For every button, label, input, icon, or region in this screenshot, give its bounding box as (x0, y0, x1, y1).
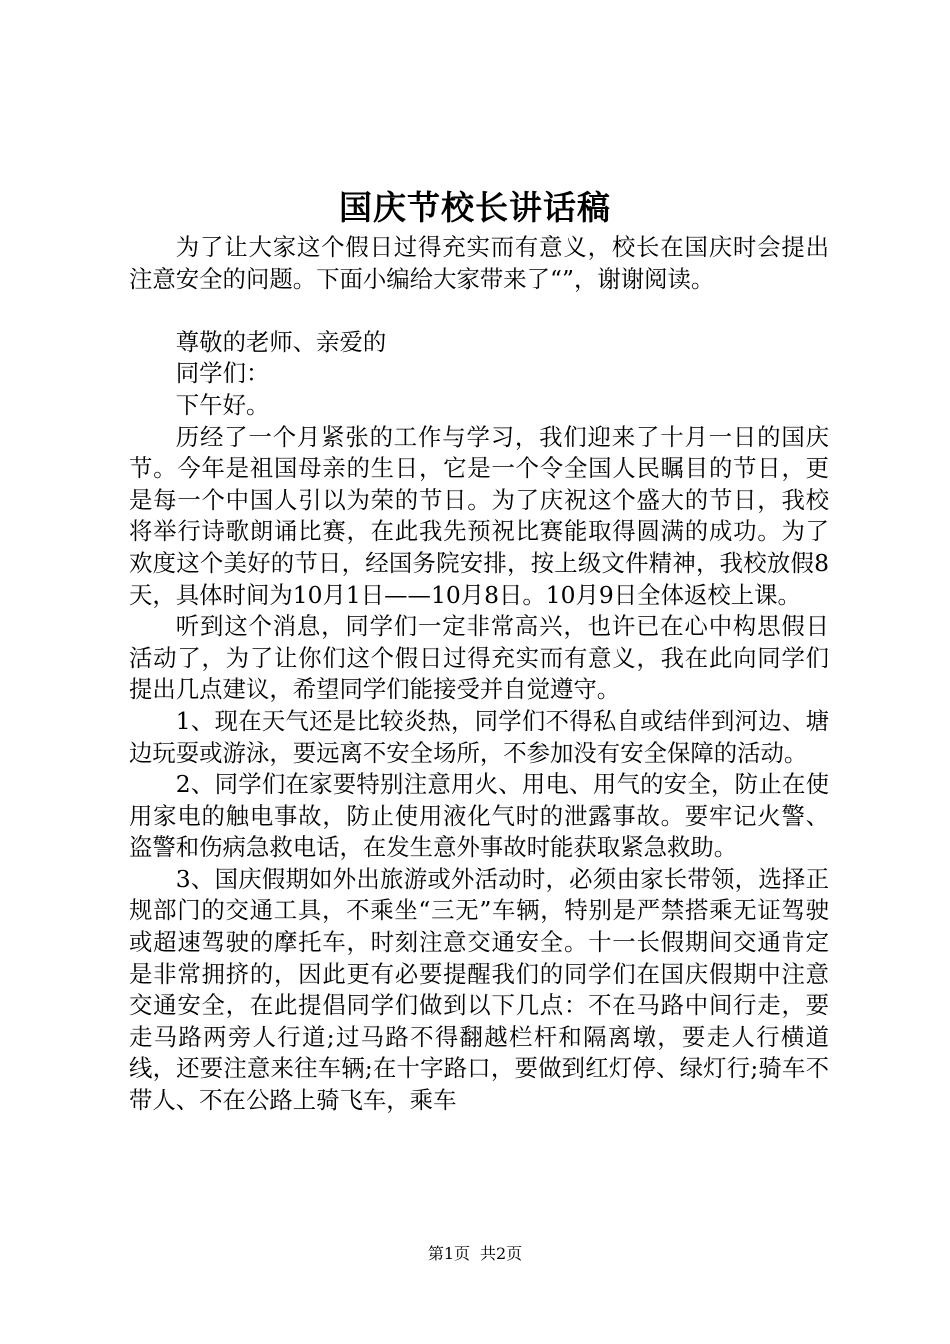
salutation-line-2: 同学们： (175, 359, 270, 388)
document-body (129, 232, 829, 1117)
body-paragraph: 2、同学们在家要特别注意用火、用电、用气的安全，防止在使用家电的触电事故，防止使用液化气时的泄露事故。要牢记火警、盗警和伤病急救电话，在发生意外事故时能获取紧急救助。 (129, 770, 829, 862)
intro-paragraph: 为了让大家这个假日过得充实而有意义，校长在国庆时会提出注意安全的问题。下面小编给大家带来了“”，谢谢阅读。 (129, 233, 829, 293)
body-paragraph: 3、国庆假期如外出旅游或外活动时，必须由家长带领，选择正规部门的交通工具，不乘坐“三无”车辆，特别是严禁搭乘无证驾驶或超速驾驶的摩托车，时刻注意交通安全。十一长假期间交通肯定是非常拥挤的，因此更有必要提醒我们的同学们在国庆假期中注意交通安全，在此提倡同学们做到以下几点：不在马路中间行走，要走马路两旁人行道;过马路不得翻越栏杆和隔离墩，要走人行横道线，还要注意来往车辆;在十字路口，要做到红灯停、绿灯行;骑车不带人、不在公路上骑飞车，乘车 (129, 864, 829, 1115)
page-total: 共2页 (480, 1244, 523, 1263)
page-footer (0, 1243, 950, 1265)
greeting-line: 下午好。 (175, 390, 270, 419)
body-paragraph: 1、现在天气还是比较炎热，同学们不得私自或结伴到河边、塘边玩耍或游泳，要远离不安全场所，不参加没有安全保障的活动。 (129, 706, 829, 767)
page-number: 第1页 (427, 1244, 470, 1263)
salutation-line-1: 尊敬的老师、亲爱的 (175, 327, 387, 356)
body-paragraph: 听到这个消息，同学们一定非常高兴，也许已在心中构思假日活动了，为了让你们这个假日过得充实而有意义，我在此向同学们提出几点建议，希望同学们能接受并自觉遵守。 (129, 612, 829, 704)
body-paragraph: 历经了一个月紧张的工作与学习，我们迎来了十月一日的国庆节。今年是祖国母亲的生日，它是一个令全国人民瞩目的节日，更是每一个中国人引以为荣的节日。为了庆祝这个盛大的节日，我校将举行诗歌朗诵比赛，在此我先预祝比赛能取得圆满的成功。为了欢度这个美好的节日，经国务院安排，按上级文件精神，我校放假8天，具体时间为10月1日——10月8日。10月9日全体返校上课。 (129, 422, 829, 609)
document-title: 国庆节校长讲话稿 (339, 188, 611, 227)
